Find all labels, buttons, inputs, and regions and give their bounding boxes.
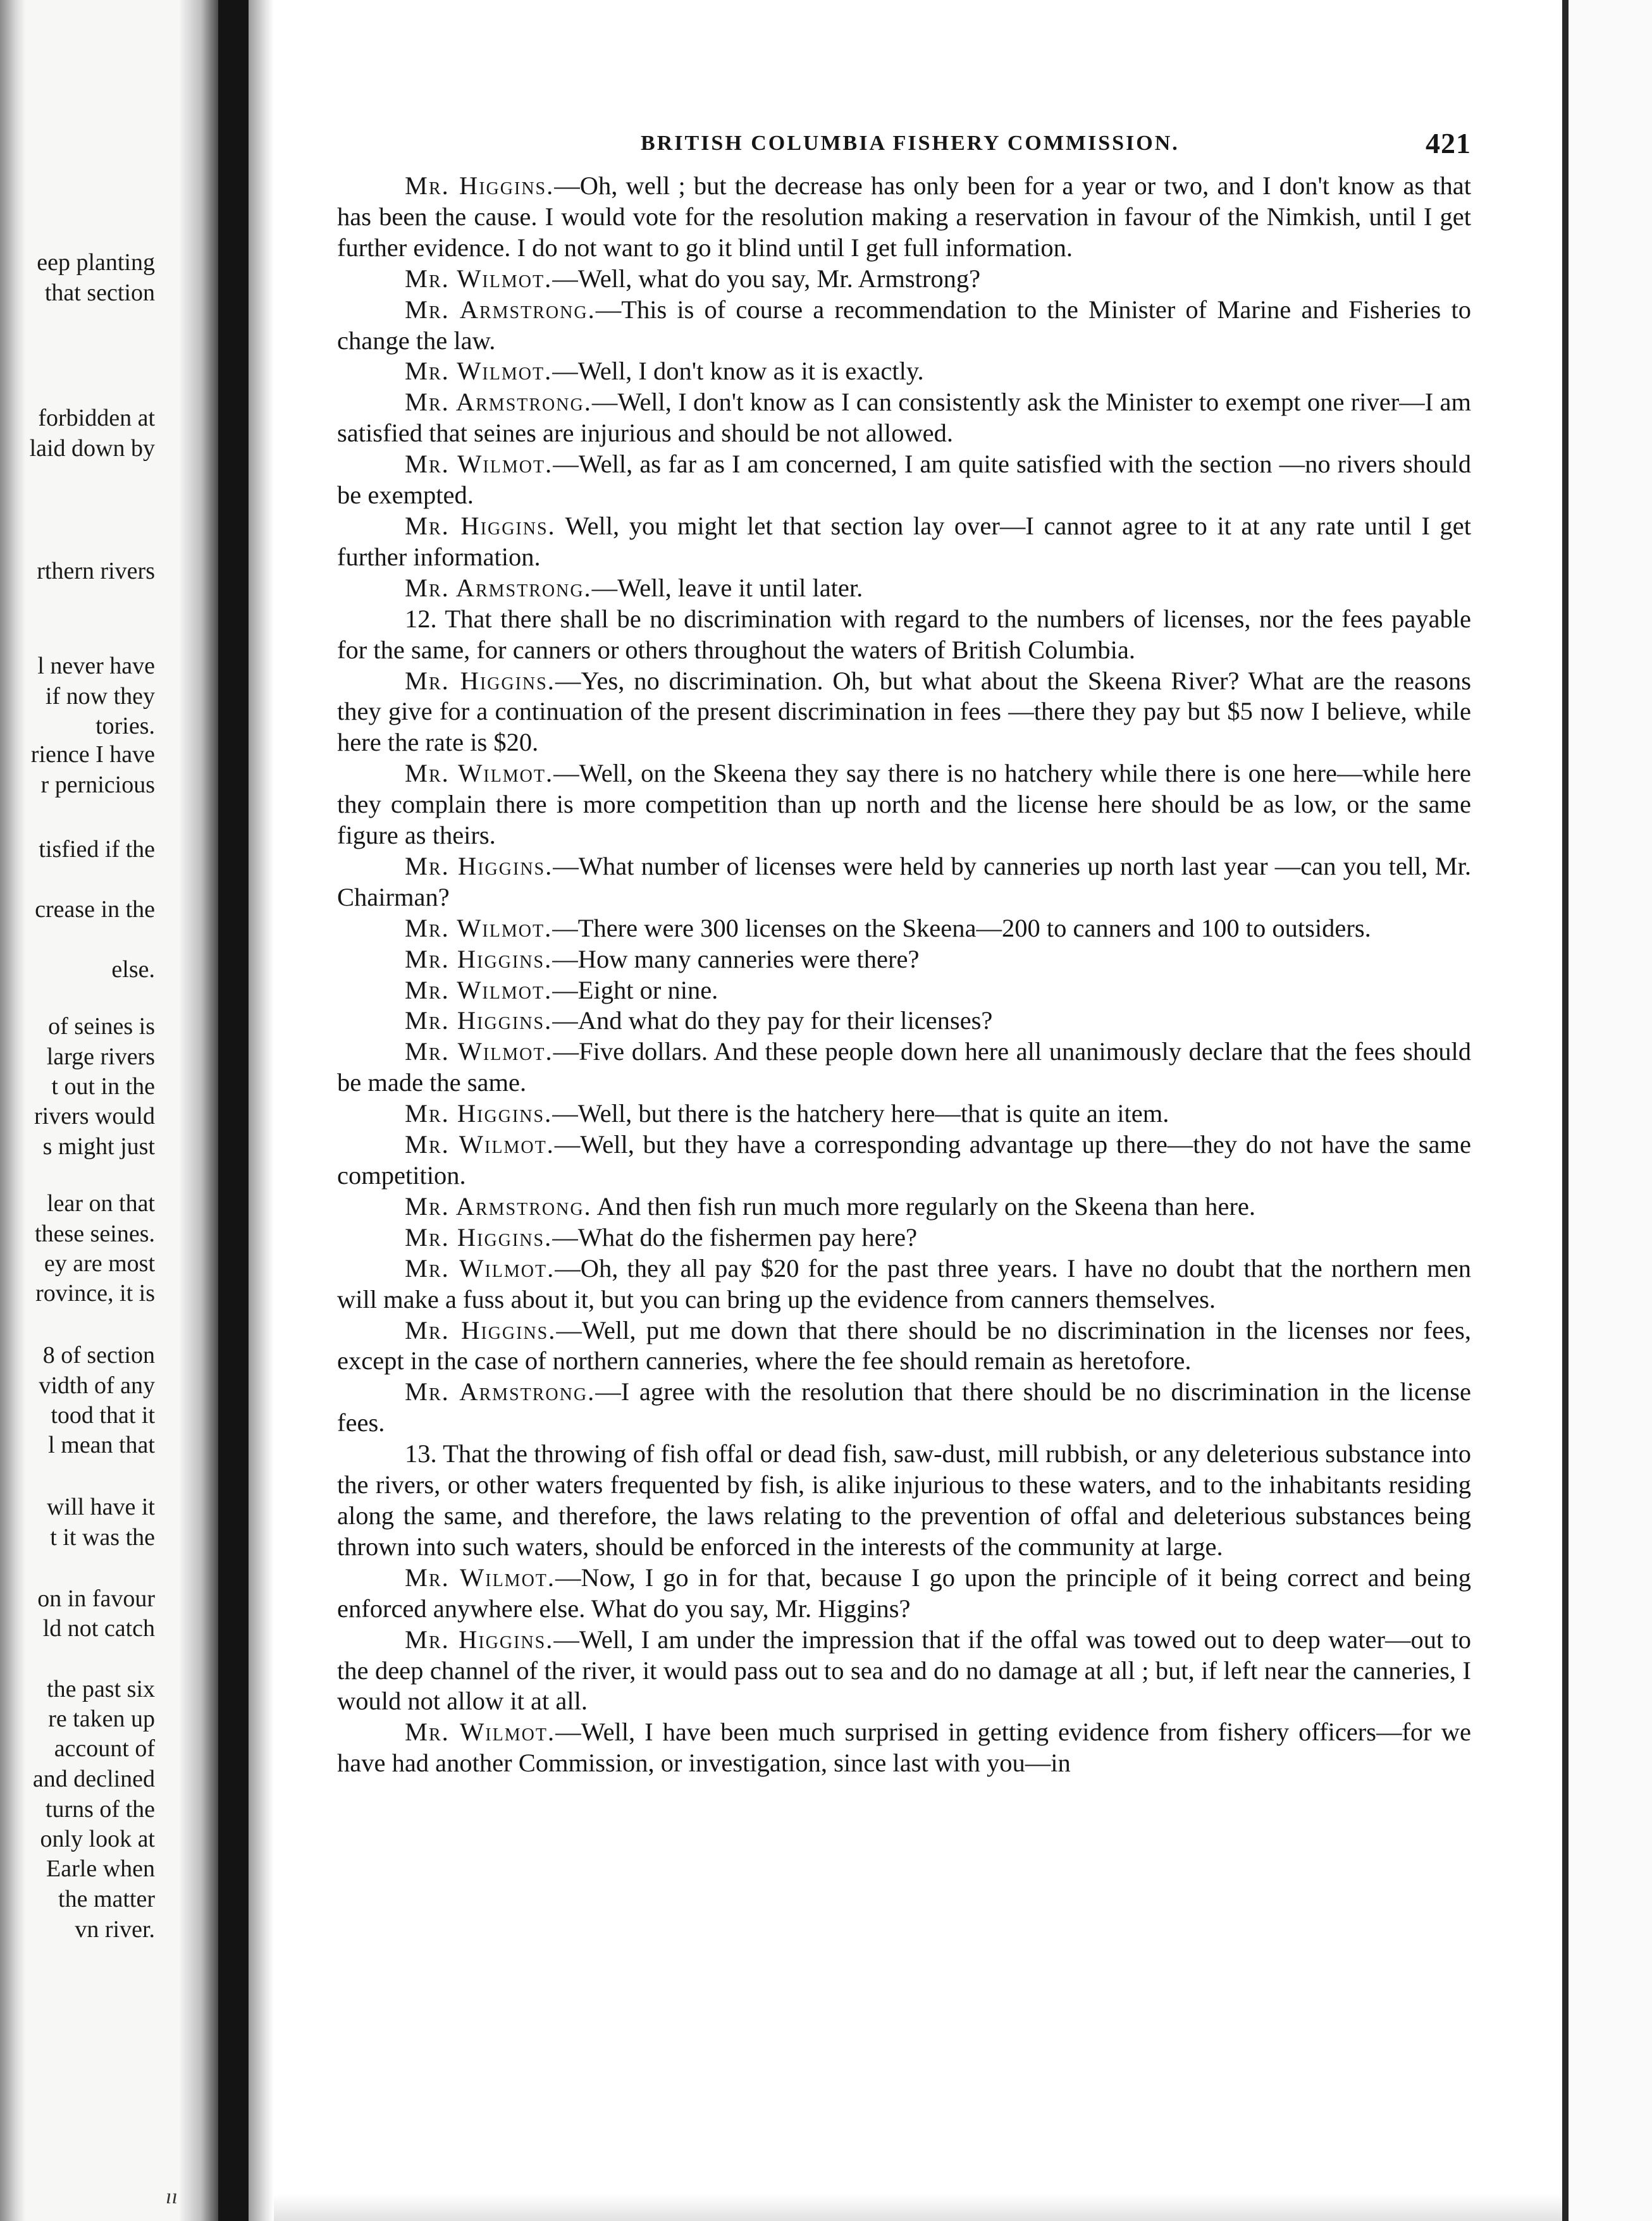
dialogue-paragraph bbox=[337, 449, 1471, 511]
dialogue-paragraph bbox=[337, 356, 1471, 387]
speaker-name: Mr. Higgins. bbox=[405, 944, 553, 973]
paragraph-text: —There were 300 licenses on the Skeena—200 to canners and 100 to outsiders. bbox=[552, 913, 1371, 942]
paragraph-text: —Well, I don't know as it is exactly. bbox=[552, 357, 924, 386]
dialogue-paragraph bbox=[337, 1037, 1471, 1098]
running-header bbox=[337, 126, 1471, 164]
paragraph-text: 13. That the throwing of fish offal or dead fish, saw-dust, mill rubbish, or any deleterious substance into the rivers, or other waters frequented by fish, is alike injurious to these waters, and to the inhabitants residing along the same, and therefore, the laws relating to the prevention of offal and deleterious substances being thrown into such waters, should be enforced in the interests of the community at large. bbox=[337, 1439, 1471, 1561]
left-page-text-fragment: if now they bbox=[45, 683, 155, 710]
dialogue-paragraph bbox=[337, 1377, 1471, 1439]
dialogue-paragraph bbox=[337, 1129, 1471, 1191]
dialogue-paragraph bbox=[337, 1098, 1471, 1129]
paragraph-text: —Eight or nine. bbox=[552, 975, 718, 1004]
speaker-name: Mr. Higgins. bbox=[405, 1006, 553, 1035]
dialogue-paragraph bbox=[337, 944, 1471, 975]
paragraph-text: —I agree with the resolution that there should be no discrimination in the license fees. bbox=[337, 1377, 1471, 1437]
running-head-title: BRITISH COLUMBIA FISHERY COMMISSION. bbox=[641, 132, 1180, 155]
paragraph-text: —This is of course a recommendation to the Minister of Marine and Fisheries to change the law. bbox=[337, 295, 1471, 355]
paragraph-text: —Well, on the Skeena they say there is no hatchery while there is one here—while here they complain there is more competition than up north and the license here should be as low, or the same figure as theirs. bbox=[337, 759, 1471, 850]
paragraph-text: —What do the fishermen pay here? bbox=[552, 1222, 918, 1252]
paragraph-text: —Yes, no discrimination. Oh, but what about the Skeena River? What are the reasons they give for a continuation of the present discrimination in fees —there they pay but $5 now I believe, while here the rate is $20. bbox=[337, 666, 1471, 757]
left-page-text-fragment: tories. bbox=[96, 713, 155, 739]
speaker-name: Mr. Higgins. bbox=[405, 851, 553, 880]
left-page-text-fragment: account of bbox=[54, 1735, 155, 1762]
right-margin bbox=[1569, 0, 1652, 2221]
dialogue-paragraph bbox=[337, 758, 1471, 851]
speaker-name: Mr. Higgins. bbox=[405, 511, 556, 540]
speaker-name: Mr. Higgins. bbox=[405, 666, 555, 695]
speaker-name: Mr. Wilmot. bbox=[405, 913, 553, 942]
left-page-text-fragment: rience I have bbox=[30, 741, 155, 768]
dialogue-paragraph bbox=[337, 264, 1471, 295]
scan-right-border bbox=[1562, 0, 1569, 2221]
speaker-name: Mr. Higgins. bbox=[405, 171, 555, 200]
paragraph-text: —What number of licenses were held by canneries up north last year —can you tell, Mr. Chairman? bbox=[337, 851, 1471, 911]
gutter-shade bbox=[180, 0, 218, 2221]
left-page-text-fragment: only look at bbox=[40, 1826, 155, 1852]
speaker-name: Mr. Armstrong. bbox=[405, 1191, 592, 1221]
dialogue-paragraph bbox=[337, 1191, 1471, 1222]
paragraph-text: —Oh, they all pay $20 for the past three years. I have no doubt that the northern men will make a fuss about it, but you can bring up the evidence from canners themselves. bbox=[337, 1253, 1471, 1314]
previous-page-fragment bbox=[0, 0, 180, 2221]
paragraph-text: —Well, as far as I am concerned, I am quite satisfied with the section —no rivers should be exempted. bbox=[337, 450, 1471, 510]
speaker-name: Mr. Wilmot. bbox=[405, 759, 554, 788]
paragraph-text: 12. That there shall be no discrimination with regard to the numbers of licenses, nor the fees payable for the same, for canners or others throughout the waters of British Columbia. bbox=[337, 604, 1471, 664]
left-page-text-fragment: t out in the bbox=[51, 1073, 155, 1100]
left-page-text-fragment: of seines is bbox=[48, 1013, 155, 1040]
paragraph-text: —Well, but there is the hatchery here—that is quite an item. bbox=[552, 1099, 1169, 1128]
left-page-text-fragment: will have it bbox=[47, 1494, 155, 1520]
dialogue-paragraph bbox=[337, 666, 1471, 759]
left-page-text-fragment: tisfied if the bbox=[39, 836, 155, 863]
left-page-text-fragment: turns of the bbox=[45, 1796, 155, 1823]
left-page-text-fragment: forbidden at bbox=[38, 405, 155, 431]
left-page-text-fragment: tood that it bbox=[51, 1402, 155, 1429]
left-page-text-fragment: laid down by bbox=[29, 435, 155, 462]
paragraph-text: —Well, but they have a corresponding advantage up there—they do not have the same competition. bbox=[337, 1130, 1471, 1190]
speaker-name: Mr. Armstrong. bbox=[405, 573, 592, 602]
speaker-name: Mr. Wilmot. bbox=[405, 450, 553, 479]
resolution-paragraph bbox=[337, 604, 1471, 666]
speaker-name: Mr. Higgins. bbox=[405, 1625, 554, 1654]
dialogue-paragraph bbox=[337, 171, 1471, 264]
dialogue-paragraph bbox=[337, 295, 1471, 357]
resolution-paragraph bbox=[337, 1439, 1471, 1563]
dialogue-paragraph bbox=[337, 573, 1471, 604]
left-page-text-fragment: 8 of section bbox=[42, 1342, 155, 1369]
paragraph-text: Well, you might let that section lay over—I cannot agree to it at any rate until I get further information. bbox=[337, 511, 1471, 571]
speaker-name: Mr. Higgins. bbox=[405, 1315, 557, 1344]
speaker-name: Mr. Wilmot. bbox=[405, 1563, 556, 1592]
dialogue-paragraph bbox=[337, 913, 1471, 944]
dialogue-paragraph bbox=[337, 975, 1471, 1006]
left-page-text-fragment: rovince, it is bbox=[35, 1280, 155, 1307]
page-edge-shadow bbox=[0, 0, 25, 2221]
body-text bbox=[337, 171, 1471, 1779]
left-page-text-fragment: and declined bbox=[32, 1766, 155, 1792]
book-gutter bbox=[218, 0, 249, 2221]
left-page-text-fragment: crease in the bbox=[35, 896, 155, 923]
speaker-name: Mr. Higgins. bbox=[405, 1222, 553, 1252]
dialogue-paragraph bbox=[337, 1717, 1471, 1779]
left-page-text-fragment: the matter bbox=[58, 1886, 155, 1912]
left-page-text-fragment: r pernicious bbox=[40, 772, 155, 798]
page-bottom-shade bbox=[274, 2194, 1562, 2221]
left-page-text-fragment: t it was the bbox=[50, 1524, 155, 1551]
paragraph-text: —Oh, well ; but the decrease has only been for a year or two, and I don't know as that has been the cause. I would vote for the resolution making a reservation in favour of the Nimkish, until I get further evidence. I do not want to go it blind until I get full information. bbox=[337, 171, 1471, 262]
speaker-name: Mr. Wilmot. bbox=[405, 1253, 555, 1283]
dialogue-paragraph bbox=[337, 1563, 1471, 1625]
left-page-text-fragment: rthern rivers bbox=[37, 558, 155, 584]
left-page-text-fragment: these seines. bbox=[35, 1221, 155, 1247]
speaker-name: Mr. Higgins. bbox=[405, 1099, 553, 1128]
speaker-name: Mr. Wilmot. bbox=[405, 357, 553, 386]
left-page-text-fragment: the past six bbox=[47, 1676, 155, 1702]
speaker-name: Mr. Wilmot. bbox=[405, 975, 553, 1004]
left-page-text-fragment: re taken up bbox=[48, 1706, 155, 1732]
left-page-text-fragment: Earle when bbox=[46, 1855, 155, 1882]
dialogue-paragraph bbox=[337, 851, 1471, 913]
paragraph-text: —Well, I don't know as I can consistently ask the Minister to exempt one river—I am satisfied that seines are injurious and should be not allowed. bbox=[337, 388, 1471, 448]
speaker-name: Mr. Wilmot. bbox=[405, 1037, 553, 1066]
left-page-text-fragment: ld not catch bbox=[42, 1615, 155, 1642]
paragraph-text: —How many canneries were there? bbox=[552, 944, 920, 973]
left-page-text-fragment: l mean that bbox=[48, 1432, 155, 1458]
speaker-name: Mr. Armstrong. bbox=[405, 388, 592, 417]
speaker-name: Mr. Wilmot. bbox=[405, 1130, 555, 1159]
paragraph-text: —Now, I go in for that, because I go upon the principle of it being correct and being enforced anywhere else. What do you say, Mr. Higgins? bbox=[337, 1563, 1471, 1623]
gutter-highlight bbox=[249, 0, 274, 2221]
paragraph-text: —Well, I am under the impression that if the offal was towed out to deep water—out to the deep channel of the river, it would pass out to sea and do no damage at all ; but, if left near the canneries, I would not allow it at all. bbox=[337, 1625, 1471, 1716]
left-page-text-fragment: l never have bbox=[37, 653, 155, 679]
left-page-text-fragment: that section bbox=[44, 280, 155, 306]
left-page-text-fragment: rivers would bbox=[34, 1103, 155, 1129]
speaker-name: Mr. Armstrong. bbox=[405, 1377, 596, 1406]
left-page-text-fragment: s might just bbox=[42, 1133, 155, 1160]
paragraph-text: —Well, I have been much surprised in getting evidence from fishery officers—for we have had another Commission, or investigation, since last with you—in bbox=[337, 1718, 1471, 1778]
dialogue-paragraph bbox=[337, 511, 1471, 573]
dialogue-paragraph bbox=[337, 1222, 1471, 1253]
speaker-name: Mr. Wilmot. bbox=[405, 1718, 556, 1747]
paragraph-text: —Well, leave it until later. bbox=[591, 573, 863, 602]
left-page-text-fragment: eep planting bbox=[37, 249, 155, 276]
speaker-name: Mr. Armstrong. bbox=[405, 295, 596, 324]
left-page-text-fragment: large rivers bbox=[46, 1043, 155, 1070]
dialogue-paragraph bbox=[337, 1625, 1471, 1718]
dialogue-paragraph bbox=[337, 1006, 1471, 1037]
dialogue-paragraph bbox=[337, 1315, 1471, 1377]
left-page-text-fragment: else. bbox=[111, 956, 155, 983]
bottom-scan-mark: ıı bbox=[166, 2185, 178, 2208]
dialogue-paragraph bbox=[337, 1253, 1471, 1315]
left-page-text-fragment: vidth of any bbox=[39, 1372, 155, 1399]
left-page-text-fragment: lear on that bbox=[47, 1190, 155, 1217]
paragraph-text: —Well, put me down that there should be no discrimination in the licenses nor fees, except in the case of northern canneries, where the fee should remain as heretofore. bbox=[337, 1315, 1471, 1375]
paragraph-text: —And what do they pay for their licenses? bbox=[552, 1006, 993, 1035]
left-page-text-fragment: on in favour bbox=[37, 1585, 155, 1612]
speaker-name: Mr. Wilmot. bbox=[405, 264, 553, 293]
paragraph-text: —Well, what do you say, Mr. Armstrong? bbox=[552, 264, 981, 293]
left-page-text-fragment: vn river. bbox=[75, 1916, 155, 1943]
dialogue-paragraph bbox=[337, 387, 1471, 449]
left-page-text-fragment: ey are most bbox=[44, 1250, 155, 1277]
page-number: 421 bbox=[1426, 127, 1471, 159]
paragraph-text: —Five dollars. And these people down here all unanimously declare that the fees should be made the same. bbox=[337, 1037, 1471, 1097]
paragraph-text: And then fish run much more regularly on the Skeena than here. bbox=[591, 1191, 1255, 1221]
